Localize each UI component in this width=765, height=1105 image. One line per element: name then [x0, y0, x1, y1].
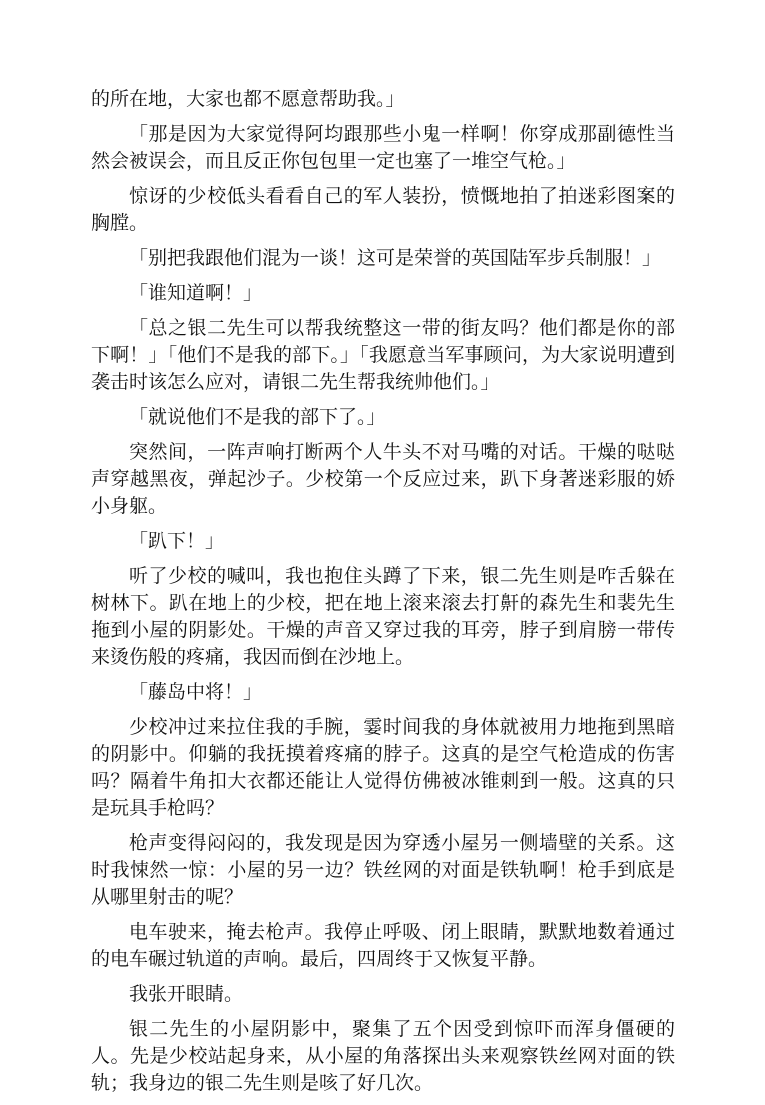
paragraph-7: 「就说他们不是我的部下了。」: [129, 406, 386, 428]
paragraph-1: 的所在地，大家也都不愿意帮助我。」: [91, 88, 405, 110]
document-page: [91, 86, 675, 1105]
paragraph-2: 「那是因为大家觉得阿均跟那些小鬼一样啊！你穿成那副德性当然会被误会，而且反正你包包里一定也塞了一堆空气枪。」: [91, 123, 675, 172]
paragraph-12: 少校冲过来拉住我的手腕，霎时间我的身体就被用力地拖到黑暗的阴影中。仰躺的我抚摸着疼痛的脖子。这真的是空气枪造成的伤害吗？隔着牛角扣大衣都还能让人觉得仿佛被冰锥刺到一般。这真的只是玩具手枪吗？: [91, 716, 675, 819]
paragraph-13: 枪声变得闷闷的，我发现是因为穿透小屋另一侧墙壁的关系。这时我悚然一惊：小屋的另一边？铁丝网的对面是铁轨啊！枪手到底是从哪里射击的呢？: [91, 832, 675, 908]
paragraph-11: 「藤岛中将！」: [129, 681, 263, 703]
paragraph-10: 听了少校的喊叫，我也抱住头蹲了下来，银二先生则是咋舌躲在树林下。趴在地上的少校，把在地上滚来滚去打鼾的森先生和裴先生拖到小屋的阴影处。干燥的声音又穿过我的耳旁，脖子到肩膀一带传来烫伤般的疼痛，我因而倒在沙地上。: [91, 565, 675, 668]
paragraph-14: 电车驶来，掩去枪声。我停止呼吸、闭上眼睛，默默地数着通过的电车碾过轨道的声响。最后，四周终于又恢复平静。: [91, 921, 675, 970]
paragraph-15: 我张开眼睛。: [129, 983, 244, 1005]
paragraph-4: 「别把我跟他们混为一谈！这可是荣誉的英国陆军步兵制服！」: [129, 247, 662, 269]
paragraph-8: 突然间，一阵声响打断两个人牛头不对马嘴的对话。干燥的哒哒声穿越黑夜，弹起沙子。少校第一个反应过来，趴下身著迷彩服的娇小身躯。: [91, 441, 675, 517]
paragraph-3: 惊讶的少校低头看看自己的军人装扮，愤慨地拍了拍迷彩图案的胸膛。: [91, 185, 675, 234]
paragraph-5: 「谁知道啊！」: [129, 282, 263, 304]
paragraph-6: 「总之银二先生可以帮我统整这一带的街友吗？他们都是你的部下啊！」「他们不是我的部下。」「我愿意当军事顾问，为大家说明遭到袭击时该怎么应对，请银二先生帮我统帅他们。」: [91, 317, 675, 393]
paragraph-9: 「趴下！」: [129, 530, 225, 552]
paragraph-16: 银二先生的小屋阴影中，聚集了五个因受到惊吓而浑身僵硬的人。先是少校站起身来，从小屋的角落探出头来观察铁丝网对面的铁轨；我身边的银二先生则是咳了好几次。: [91, 1018, 675, 1094]
